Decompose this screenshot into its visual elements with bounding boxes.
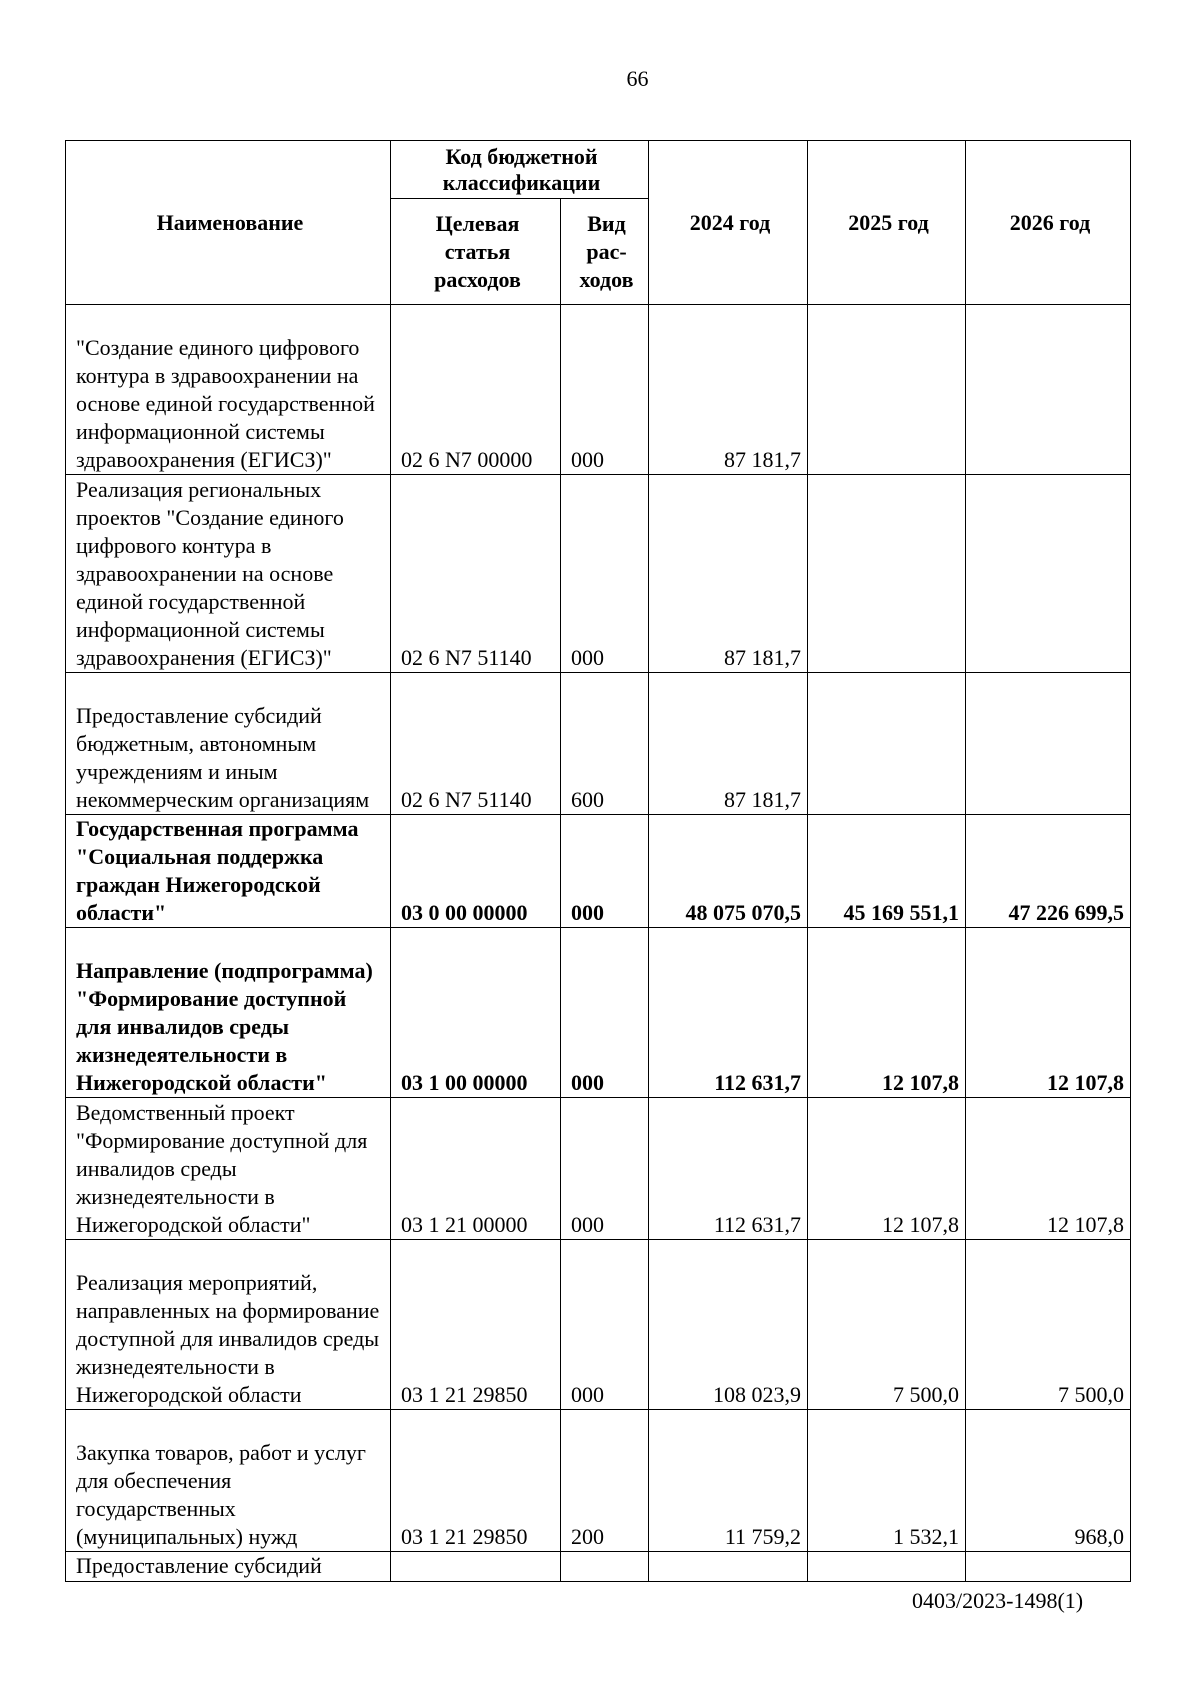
row-expense-type (561, 1552, 649, 1582)
row-value-2025 (808, 305, 966, 475)
row-target-article: 03 1 00 00000 (391, 928, 561, 1098)
header-target-article: Целевая статья расходов (391, 199, 561, 305)
row-value-2026 (966, 305, 1131, 475)
row-value-2026 (966, 475, 1131, 673)
row-target-article: 02 6 N7 51140 (391, 673, 561, 815)
row-value-2024: 112 631,7 (649, 928, 808, 1098)
row-value-2025 (808, 475, 966, 673)
table-row (66, 1552, 1131, 1582)
table-body (66, 305, 1131, 1582)
row-value-2024: 112 631,7 (649, 1098, 808, 1240)
row-name: Направление (подпрограмма) "Формирование доступной для инвалидов среды жизнедеятельности в Нижегородской области" (66, 928, 391, 1098)
table-row (66, 1240, 1131, 1410)
row-name: Реализация региональных проектов "Создание единого цифрового контура в здравоохранении на основе единой государственной информационной системы здравоохранения (ЕГИСЗ)" (66, 475, 391, 673)
table-row (66, 815, 1131, 928)
row-value-2025 (808, 673, 966, 815)
row-value-2026: 968,0 (966, 1410, 1131, 1552)
header-year-2025: 2025 год (808, 141, 966, 305)
page-number: 66 (626, 66, 649, 91)
header-expense-type: Вид рас-ходов (561, 199, 649, 305)
row-expense-type: 200 (561, 1410, 649, 1552)
header-budget-code-group: Код бюджетной классификации (391, 141, 649, 199)
row-value-2026 (966, 673, 1131, 815)
row-value-2025: 1 532,1 (808, 1410, 966, 1552)
header-name: Наименование (66, 141, 391, 305)
row-value-2025: 12 107,8 (808, 928, 966, 1098)
row-name: Предоставление субсидий (66, 1552, 391, 1582)
row-expense-type: 000 (561, 475, 649, 673)
table-row (66, 475, 1131, 673)
row-target-article: 03 1 21 00000 (391, 1098, 561, 1240)
row-target-article: 02 6 N7 00000 (391, 305, 561, 475)
row-value-2026: 12 107,8 (966, 928, 1131, 1098)
table-row (66, 928, 1131, 1098)
row-value-2025: 12 107,8 (808, 1098, 966, 1240)
row-value-2026: 47 226 699,5 (966, 815, 1131, 928)
table-row (66, 673, 1131, 815)
row-value-2024: 87 181,7 (649, 475, 808, 673)
row-name: Закупка товаров, работ и услуг для обеспечения государственных (муниципальных) нужд (66, 1410, 391, 1552)
row-value-2025: 7 500,0 (808, 1240, 966, 1410)
row-name: Ведомственный проект "Формирование доступной для инвалидов среды жизнедеятельности в Нижегородской области" (66, 1098, 391, 1240)
row-target-article: 02 6 N7 51140 (391, 475, 561, 673)
row-name: Государственная программа "Социальная поддержка граждан Нижегородской области" (66, 815, 391, 928)
row-value-2026 (966, 1552, 1131, 1582)
table-row (66, 305, 1131, 475)
row-value-2024: 87 181,7 (649, 673, 808, 815)
header-year-2026: 2026 год (966, 141, 1131, 305)
document-code: 0403/2023-1498(1) (912, 1588, 1084, 1613)
row-expense-type: 000 (561, 1240, 649, 1410)
row-target-article (391, 1552, 561, 1582)
row-value-2026: 12 107,8 (966, 1098, 1131, 1240)
row-value-2025 (808, 1552, 966, 1582)
table-row (66, 1410, 1131, 1552)
row-value-2024: 108 023,9 (649, 1240, 808, 1410)
budget-table (65, 140, 1131, 1582)
row-value-2026: 7 500,0 (966, 1240, 1131, 1410)
row-expense-type: 000 (561, 305, 649, 475)
row-name: "Создание единого цифрового контура в здравоохранении на основе единой государственной информационной системы здравоохранения (ЕГИСЗ)" (66, 305, 391, 475)
header-year-2024: 2024 год (649, 141, 808, 305)
row-target-article: 03 1 21 29850 (391, 1410, 561, 1552)
table-row (66, 1098, 1131, 1240)
row-expense-type: 600 (561, 673, 649, 815)
row-value-2024: 48 075 070,5 (649, 815, 808, 928)
row-expense-type: 000 (561, 928, 649, 1098)
row-value-2024: 87 181,7 (649, 305, 808, 475)
row-target-article: 03 1 21 29850 (391, 1240, 561, 1410)
row-target-article: 03 0 00 00000 (391, 815, 561, 928)
table-header (66, 141, 1131, 305)
row-value-2024: 11 759,2 (649, 1410, 808, 1552)
row-value-2025: 45 169 551,1 (808, 815, 966, 928)
row-expense-type: 000 (561, 815, 649, 928)
row-value-2024 (649, 1552, 808, 1582)
row-expense-type: 000 (561, 1098, 649, 1240)
row-name: Реализация мероприятий, направленных на формирование доступной для инвалидов среды жизнедеятельности в Нижегородской области (66, 1240, 391, 1410)
row-name: Предоставление субсидий бюджетным, автономным учреждениям и иным некоммерческим организациям (66, 673, 391, 815)
